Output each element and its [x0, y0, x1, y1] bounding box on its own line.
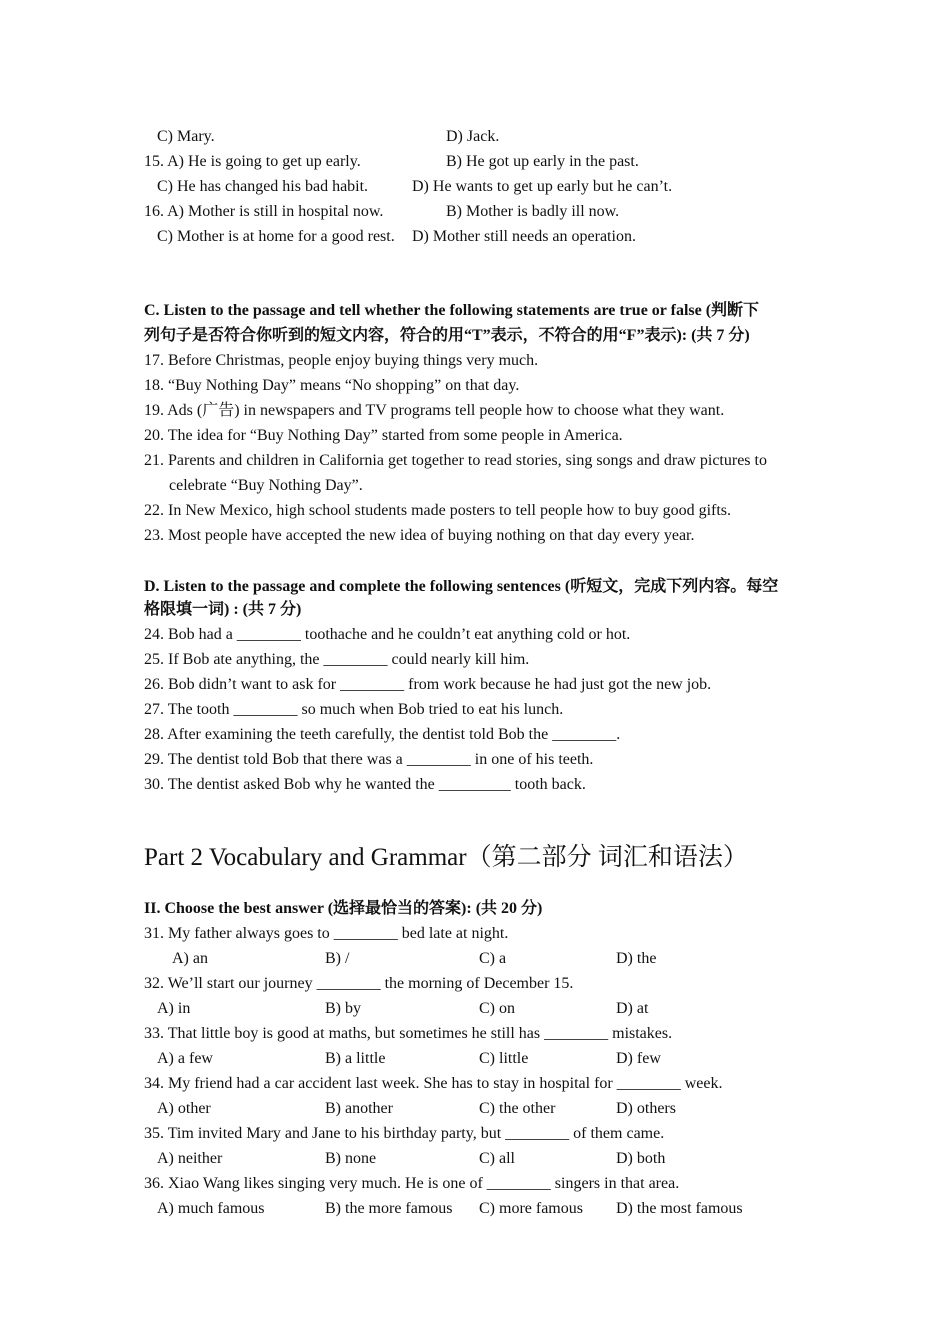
statement-21: 21. Parents and children in California get together to read stories, sing songs and draw pictures to — [144, 452, 767, 469]
q32-option-b: B) by — [325, 1000, 361, 1017]
q34-option-d: D) others — [616, 1100, 676, 1117]
sentence-30: 30. The dentist asked Bob why he wanted the _________ tooth back. — [144, 776, 586, 793]
section-d-heading-line2: 格限填一词) : (共 7 分) — [144, 601, 302, 618]
q14-option-d: D) Jack. — [446, 128, 500, 145]
q15-option-d: D) He wants to get up early but he can’t. — [412, 178, 673, 195]
sentence-24: 24. Bob had a ________ toothache and he couldn’t eat anything cold or hot. — [144, 626, 631, 643]
sentence-26: 26. Bob didn’t want to ask for ________ from work because he had just got the new job. — [144, 676, 712, 693]
q35-option-c: C) all — [479, 1150, 515, 1167]
part-2-title: Part 2 Vocabulary and Grammar（第二部分 词汇和语法） — [144, 844, 748, 871]
q34-stem: 34. My friend had a car accident last week. She has to stay in hospital for ________ week. — [144, 1075, 723, 1092]
q36-option-b: B) the more famous — [325, 1200, 453, 1217]
q32-option-d: D) at — [616, 1000, 649, 1017]
q36-option-c: C) more famous — [479, 1200, 583, 1217]
q31-option-b: B) / — [325, 950, 350, 967]
section-ii-heading: II. Choose the best answer (选择最恰当的答案): (共 20 分) — [144, 900, 543, 917]
section-c-heading-line1: C. Listen to the passage and tell whether the following statements are true or false (判断下 — [144, 302, 760, 319]
sentence-28: 28. After examining the teeth carefully, the dentist told Bob the ________. — [144, 726, 621, 743]
q34-option-c: C) the other — [479, 1100, 556, 1117]
q36-option-a: A) much famous — [157, 1200, 265, 1217]
q35-stem: 35. Tim invited Mary and Jane to his birthday party, but ________ of them came. — [144, 1125, 665, 1142]
q31-stem: 31. My father always goes to ________ bed late at night. — [144, 925, 509, 942]
q16-stem-option-a: 16. A) Mother is still in hospital now. — [144, 203, 384, 220]
q35-option-a: A) neither — [157, 1150, 223, 1167]
q36-option-d: D) the most famous — [616, 1200, 743, 1217]
statement-23: 23. Most people have accepted the new idea of buying nothing on that day every year. — [144, 527, 695, 544]
section-d-heading-line1: D. Listen to the passage and complete the following sentences (听短文，完成下列内容。每空 — [144, 578, 779, 595]
statement-21-continued: celebrate “Buy Nothing Day”. — [169, 477, 363, 494]
sentence-29: 29. The dentist told Bob that there was a ________ in one of his teeth. — [144, 751, 594, 768]
q32-option-a: A) in — [157, 1000, 191, 1017]
statement-22: 22. In New Mexico, high school students made posters to tell people how to buy good gifts. — [144, 502, 732, 519]
q15-option-b: B) He got up early in the past. — [446, 153, 639, 170]
q35-option-d: D) both — [616, 1150, 666, 1167]
q31-option-a: A) an — [172, 950, 208, 967]
q36-stem: 36. Xiao Wang likes singing very much. He is one of ________ singers in that area. — [144, 1175, 680, 1192]
q14-option-c: C) Mary. — [157, 128, 215, 145]
statement-17: 17. Before Christmas, people enjoy buying things very much. — [144, 352, 539, 369]
q33-option-a: A) a few — [157, 1050, 213, 1067]
q33-stem: 33. That little boy is good at maths, but sometimes he still has ________ mistakes. — [144, 1025, 673, 1042]
q16-option-d: D) Mother still needs an operation. — [412, 228, 636, 245]
q33-option-d: D) few — [616, 1050, 661, 1067]
q15-option-c: C) He has changed his bad habit. — [157, 178, 369, 195]
q35-option-b: B) none — [325, 1150, 377, 1167]
q16-option-b: B) Mother is badly ill now. — [446, 203, 620, 220]
q32-stem: 32. We’ll start our journey ________ the morning of December 15. — [144, 975, 574, 992]
q33-option-c: C) little — [479, 1050, 529, 1067]
q31-option-c: C) a — [479, 950, 507, 967]
q34-option-a: A) other — [157, 1100, 211, 1117]
statement-18: 18. “Buy Nothing Day” means “No shopping” on that day. — [144, 377, 520, 394]
q31-option-d: D) the — [616, 950, 657, 967]
statement-19: 19. Ads (广告) in newspapers and TV programs tell people how to choose what they want. — [144, 402, 725, 419]
q16-option-c: C) Mother is at home for a good rest. — [157, 228, 395, 245]
q32-option-c: C) on — [479, 1000, 515, 1017]
section-c-heading-line2: 列句子是否符合你听到的短文内容，符合的用“T”表示，不符合的用“F”表示): (共 7 分) — [144, 327, 750, 344]
statement-20: 20. The idea for “Buy Nothing Day” started from some people in America. — [144, 427, 623, 444]
sentence-25: 25. If Bob ate anything, the ________ could nearly kill him. — [144, 651, 530, 668]
q15-stem-option-a: 15. A) He is going to get up early. — [144, 153, 361, 170]
q33-option-b: B) a little — [325, 1050, 386, 1067]
sentence-27: 27. The tooth ________ so much when Bob tried to eat his lunch. — [144, 701, 564, 718]
q34-option-b: B) another — [325, 1100, 393, 1117]
